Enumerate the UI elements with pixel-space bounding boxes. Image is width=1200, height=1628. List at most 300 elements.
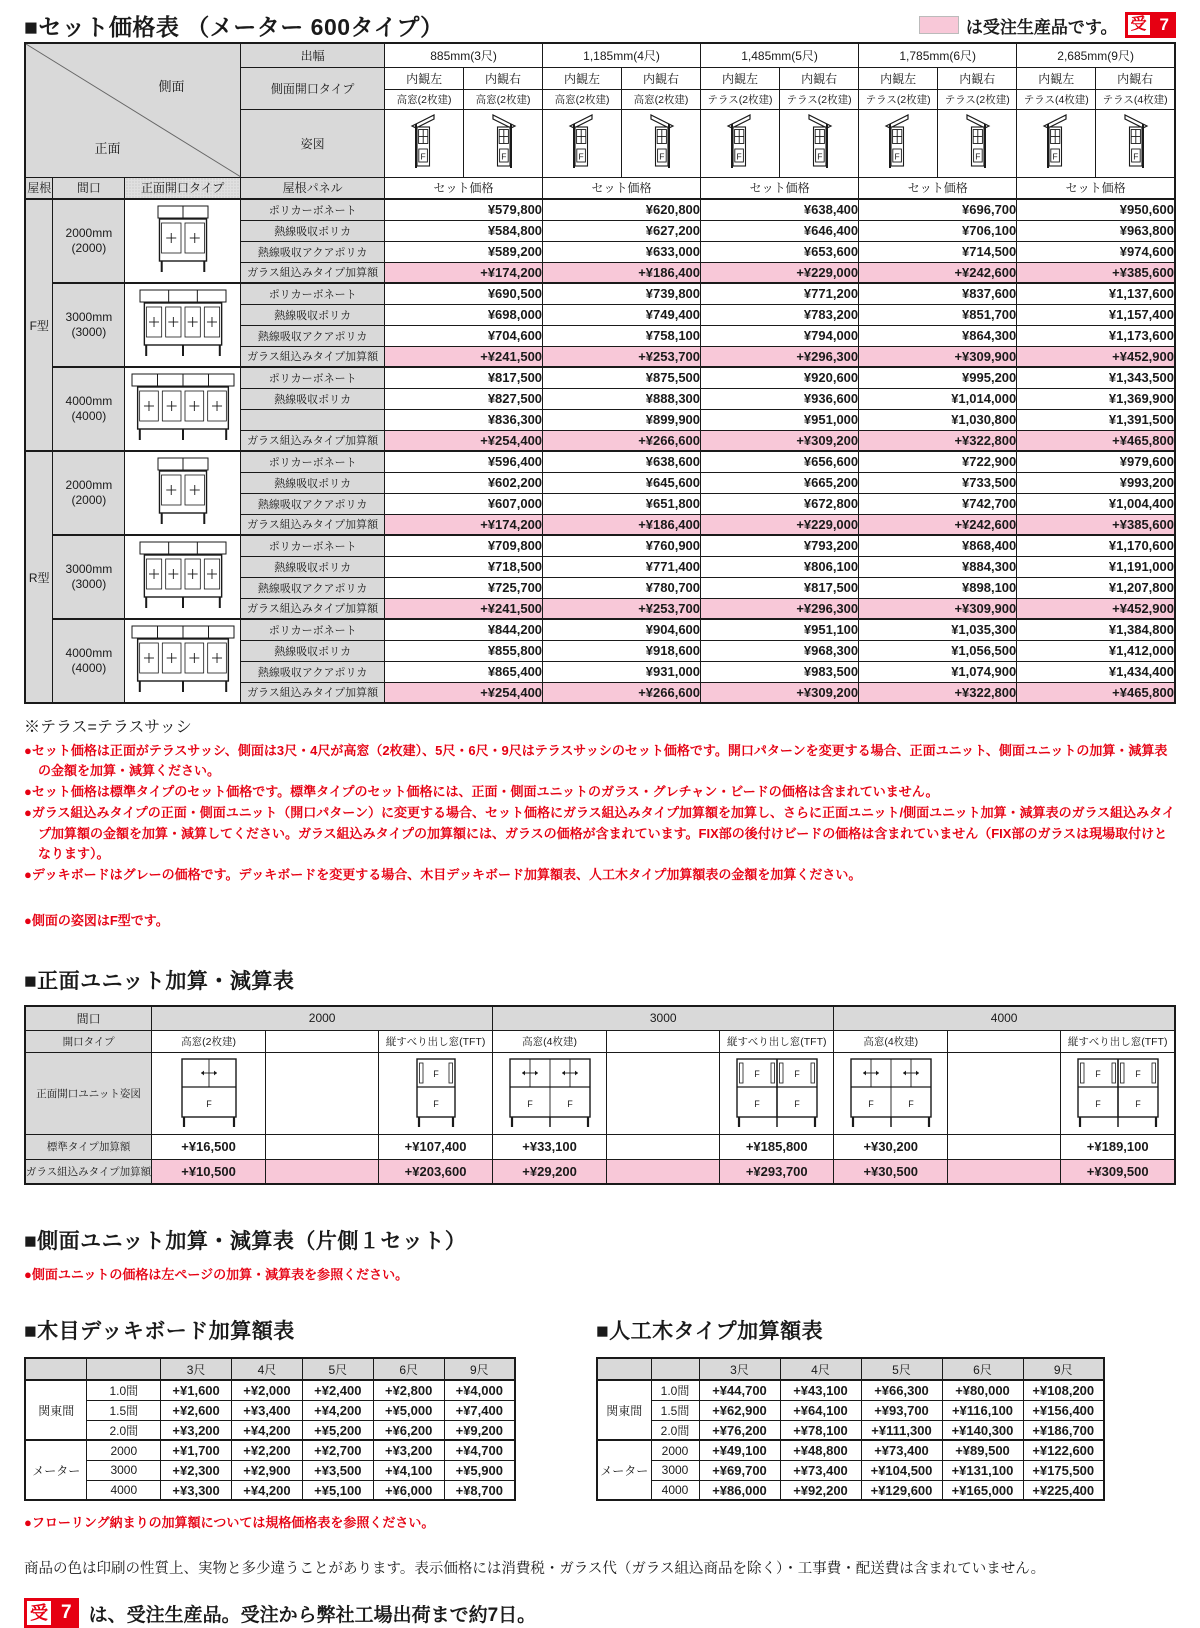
- price-cell: ¥806,100: [701, 556, 859, 577]
- span-cell: [53, 367, 125, 451]
- diagonal-line: [26, 44, 240, 177]
- open-type-cell: 縦すべり出し窓(TFT): [1061, 1030, 1175, 1052]
- front-figure-cell: [125, 619, 241, 703]
- add-price-cell: +¥2,700: [302, 1440, 373, 1460]
- add-price-cell: +¥2,200: [232, 1440, 303, 1460]
- price-cell: ¥995,200: [859, 367, 1017, 388]
- panel-label: ガラス組込みタイプ加算額: [241, 514, 385, 535]
- unit-figure-hw4: [506, 1053, 594, 1129]
- standard-add-value: +¥30,200: [834, 1134, 948, 1159]
- price-cell: ¥627,200: [543, 220, 701, 241]
- roof-type-cell: F型: [25, 199, 53, 451]
- view-header: 内観左: [1017, 67, 1096, 89]
- artificial-wood-heading: ■人工木タイプ加算額表: [596, 1320, 824, 1344]
- front-unit-heading: ■正面ユニット加算・減算表: [24, 970, 295, 994]
- price-cell: ¥963,800: [1017, 220, 1175, 241]
- add-price-cell: +¥78,100: [780, 1420, 861, 1440]
- price-cell: +¥465,800: [1017, 682, 1175, 703]
- span-cell: [53, 451, 125, 535]
- svg-text:F: F: [1052, 151, 1058, 161]
- side-figure-cell: [543, 109, 622, 177]
- size-col-header: 4尺: [780, 1358, 861, 1380]
- price-cell: ¥579,800: [385, 199, 543, 220]
- wood-deck-heading: ■木目デッキボード加算額表: [24, 1320, 295, 1344]
- svg-text:F: F: [566, 1098, 573, 1109]
- span-group-header: 4000: [834, 1006, 1175, 1030]
- side-view-figure: [964, 112, 990, 170]
- price-cell: ¥898,100: [859, 577, 1017, 598]
- price-cell: ¥827,500: [385, 388, 543, 409]
- price-cell: ¥1,412,000: [1017, 640, 1175, 661]
- add-price-cell: +¥4,200: [302, 1400, 373, 1420]
- price-cell: ¥771,400: [543, 556, 701, 577]
- panel-label: 熱線吸収ポリカ: [241, 304, 385, 325]
- svg-text:F: F: [1133, 151, 1139, 161]
- price-cell: ¥884,300: [859, 556, 1017, 577]
- svg-text:F: F: [1094, 1098, 1101, 1109]
- order-badge: [1125, 12, 1176, 38]
- price-cell: ¥638,400: [701, 199, 859, 220]
- unit-figure-cell: [152, 1052, 266, 1134]
- unit-figure-tft2: [413, 1053, 459, 1129]
- price-cell: ¥855,800: [385, 640, 543, 661]
- add-price-cell: +¥4,200: [232, 1480, 303, 1500]
- panel-label: ポリカーボネート: [241, 283, 385, 304]
- price-cell: ¥1,035,300: [859, 619, 1017, 640]
- side-figure-cell: [464, 109, 543, 177]
- price-cell: ¥865,400: [385, 661, 543, 682]
- add-price-cell: +¥49,100: [699, 1440, 780, 1460]
- add-price-cell: +¥76,200: [699, 1420, 780, 1440]
- open-type-cell: 高窓(4枚建): [834, 1030, 948, 1052]
- add-price-cell: +¥5,900: [444, 1460, 515, 1480]
- price-row: [25, 367, 1175, 388]
- unit-figure-cell: [379, 1052, 493, 1134]
- price-cell: ¥783,200: [701, 304, 859, 325]
- sash-type-header: テラス(2枚建): [780, 89, 859, 109]
- figure-label: 姿図: [241, 109, 385, 177]
- open-type-cell: [265, 1030, 378, 1052]
- panel-label: ガラス組込みタイプ加算額: [241, 430, 385, 451]
- terrace-note: ※テラス=テラスサッシ: [24, 719, 192, 736]
- span-size: 2000mm: [65, 478, 113, 492]
- add-price-cell: +¥122,600: [1023, 1440, 1104, 1460]
- glass-add-value: [607, 1159, 720, 1184]
- price-cell: ¥951,100: [701, 619, 859, 640]
- front-unit-table-container: [24, 1005, 1176, 1185]
- add-price-cell: +¥48,800: [780, 1440, 861, 1460]
- deck-row: [25, 1420, 515, 1440]
- footer-badge-note: は、受注生産品。受注から弊社工場出荷まで約7日。: [88, 1604, 537, 1626]
- price-cell: ¥1,170,600: [1017, 535, 1175, 556]
- panel-label: 熱線吸収ポリカ: [241, 556, 385, 577]
- add-price-cell: +¥8,700: [444, 1480, 515, 1500]
- front-open-type-label: 正面開口タイプ: [125, 177, 241, 199]
- price-cell: ¥633,000: [543, 241, 701, 262]
- price-cell: ¥651,800: [543, 493, 701, 514]
- add-price-cell: +¥80,000: [942, 1380, 1023, 1400]
- add-price-cell: +¥104,500: [861, 1460, 942, 1480]
- price-cell: ¥602,200: [385, 472, 543, 493]
- side-view-figure: [648, 112, 674, 170]
- span-size-cell: 2.0間: [87, 1420, 161, 1440]
- deck-header-row: [25, 1358, 515, 1380]
- price-cell: ¥690,500: [385, 283, 543, 304]
- price-cell: ¥1,434,400: [1017, 661, 1175, 682]
- deck-row: [25, 1380, 515, 1400]
- set-price-label: セット価格: [1017, 177, 1175, 199]
- panel-label: ガラス組込みタイプ加算額: [241, 682, 385, 703]
- add-price-cell: +¥1,600: [161, 1380, 232, 1400]
- add-price-cell: +¥129,600: [861, 1480, 942, 1500]
- add-price-cell: +¥2,600: [161, 1400, 232, 1420]
- span-cell: [53, 199, 125, 283]
- price-cell: ¥983,500: [701, 661, 859, 682]
- panel-label: 熱線吸収ポリカ: [241, 472, 385, 493]
- set-price-table: [24, 42, 1176, 704]
- svg-text:F: F: [754, 1098, 760, 1109]
- page-title: ■セット価格表 （メーター 600タイプ）: [24, 13, 444, 40]
- artificial-wood-column: [596, 1315, 1105, 1501]
- roof-type-cell: R型: [25, 451, 53, 703]
- span-size-cell: 3000: [651, 1460, 699, 1480]
- glass-add-value: +¥309,500: [1061, 1159, 1175, 1184]
- standard-add-value: +¥189,100: [1061, 1134, 1175, 1159]
- side-view-figure: [885, 112, 911, 170]
- pink-swatch: [919, 16, 959, 34]
- add-price-cell: +¥2,300: [161, 1460, 232, 1480]
- sash-type-header: 高窓(2枚建): [464, 89, 543, 109]
- panel-label: ポリカーボネート: [241, 619, 385, 640]
- depth-label: 出幅: [241, 43, 385, 67]
- span-size-sub: (4000): [71, 409, 107, 423]
- span-cell: [53, 283, 125, 367]
- price-cell: +¥229,000: [701, 262, 859, 283]
- view-header: 内観左: [859, 67, 938, 89]
- span-size-cell: 2.0間: [651, 1420, 699, 1440]
- size-col-header: 4尺: [232, 1358, 303, 1380]
- glass-add-value: [948, 1159, 1061, 1184]
- price-cell: ¥696,700: [859, 199, 1017, 220]
- front-view-figure: [155, 454, 211, 528]
- span-size-cell: 4000: [87, 1480, 161, 1500]
- open-type-cell: 高窓(4枚建): [493, 1030, 607, 1052]
- glass-add-value: +¥293,700: [720, 1159, 834, 1184]
- front-figure-cell: [125, 535, 241, 619]
- add-price-cell: +¥44,700: [699, 1380, 780, 1400]
- price-row: [25, 535, 1175, 556]
- side-figure-note: ●側面の姿図はF型です。: [24, 912, 169, 928]
- price-cell: ¥837,600: [859, 283, 1017, 304]
- size-col-header: 5尺: [861, 1358, 942, 1380]
- span-cell: [53, 619, 125, 703]
- header-row-width: [25, 43, 1175, 67]
- module-group-cell: メーター: [25, 1440, 87, 1500]
- blank-header-cell: [651, 1358, 699, 1380]
- width-header: 885mm(3尺): [385, 43, 543, 67]
- sash-type-header: 高窓(2枚建): [622, 89, 701, 109]
- glass-add-value: [265, 1159, 378, 1184]
- side-view-figure: [806, 112, 832, 170]
- price-cell: +¥254,400: [385, 430, 543, 451]
- panel-label: 熱線吸収アクアポリカ: [241, 577, 385, 598]
- wood-deck-table-container: [24, 1357, 516, 1501]
- panel-label: 熱線吸収アクアポリカ: [241, 493, 385, 514]
- svg-text:F: F: [754, 1068, 760, 1079]
- span-size-sub: (2000): [71, 493, 107, 507]
- span-size-sub: (3000): [71, 325, 107, 339]
- width-header: 1,185mm(4尺): [543, 43, 701, 67]
- svg-text:F: F: [894, 151, 900, 161]
- add-price-cell: +¥140,300: [942, 1420, 1023, 1440]
- panel-label: ポリカーボネート: [241, 535, 385, 556]
- deck-row: [597, 1460, 1104, 1480]
- view-header: 内観右: [1096, 67, 1175, 89]
- add-price-cell: +¥5,200: [302, 1420, 373, 1440]
- add-price-cell: +¥186,700: [1023, 1420, 1104, 1440]
- price-cell: ¥918,600: [543, 640, 701, 661]
- price-cell: ¥1,137,600: [1017, 283, 1175, 304]
- add-price-cell: +¥4,000: [444, 1380, 515, 1400]
- price-cell: ¥1,157,400: [1017, 304, 1175, 325]
- made-to-order-legend: [919, 12, 1176, 38]
- add-price-cell: +¥69,700: [699, 1460, 780, 1480]
- standard-add-row: [25, 1134, 1175, 1159]
- front-figure-row: [25, 1052, 1175, 1134]
- span-size-cell: 4000: [651, 1480, 699, 1500]
- price-cell: +¥309,900: [859, 598, 1017, 619]
- span-size-cell: 1.0間: [651, 1380, 699, 1400]
- svg-text:F: F: [908, 1098, 914, 1109]
- side-view-figure: [411, 112, 437, 170]
- price-cell: +¥174,200: [385, 514, 543, 535]
- panel-label: 熱線吸収アクアポリカ: [241, 241, 385, 262]
- panel-label: 熱線吸収ポリカ: [241, 220, 385, 241]
- price-cell: ¥1,343,500: [1017, 367, 1175, 388]
- order-badge-left: 受: [24, 1598, 54, 1628]
- price-cell: ¥974,600: [1017, 241, 1175, 262]
- price-cell: ¥725,700: [385, 577, 543, 598]
- price-cell: ¥1,056,500: [859, 640, 1017, 661]
- price-cell: +¥322,800: [859, 682, 1017, 703]
- add-price-cell: +¥92,200: [780, 1480, 861, 1500]
- price-cell: ¥1,014,000: [859, 388, 1017, 409]
- price-cell: +¥253,700: [543, 598, 701, 619]
- set-price-table-container: [24, 42, 1176, 704]
- open-type-cell: [948, 1030, 1061, 1052]
- price-row: [25, 283, 1175, 304]
- price-cell: ¥920,600: [701, 367, 859, 388]
- add-price-cell: +¥2,900: [232, 1460, 303, 1480]
- unit-figure-label: 正面開口ユニット姿図: [25, 1052, 152, 1134]
- unit-figure-cell: [948, 1052, 1061, 1134]
- add-price-cell: +¥1,700: [161, 1440, 232, 1460]
- price-cell: ¥864,300: [859, 325, 1017, 346]
- add-price-cell: +¥3,200: [373, 1440, 444, 1460]
- span-size-cell: 1.5間: [87, 1400, 161, 1420]
- unit-figure-cell: [834, 1052, 948, 1134]
- add-price-cell: +¥175,500: [1023, 1460, 1104, 1480]
- price-cell: +¥296,300: [701, 346, 859, 367]
- order-badge-left: 受: [1125, 12, 1153, 38]
- add-price-cell: +¥6,200: [373, 1420, 444, 1440]
- span-group-header: 2000: [152, 1006, 493, 1030]
- view-header: 内観右: [938, 67, 1017, 89]
- sash-type-header: テラス(2枚建): [701, 89, 780, 109]
- set-price-label: セット価格: [543, 177, 701, 199]
- deck-tables-row: [24, 1315, 1176, 1501]
- svg-text:F: F: [975, 151, 981, 161]
- open-type-cell: 縦すべり出し窓(TFT): [720, 1030, 834, 1052]
- add-price-cell: +¥116,100: [942, 1400, 1023, 1420]
- price-cell: ¥793,200: [701, 535, 859, 556]
- price-cell: +¥241,500: [385, 346, 543, 367]
- price-cell: ¥1,030,800: [859, 409, 1017, 430]
- price-cell: ¥868,400: [859, 535, 1017, 556]
- standard-add-value: [607, 1134, 720, 1159]
- standard-add-value: [265, 1134, 378, 1159]
- panel-label: ガラス組込みタイプ加算額: [241, 346, 385, 367]
- side-figure-cell: [622, 109, 701, 177]
- size-col-header: 9尺: [1023, 1358, 1104, 1380]
- price-cell: ¥1,191,000: [1017, 556, 1175, 577]
- price-cell: +¥385,600: [1017, 262, 1175, 283]
- svg-text:F: F: [1094, 1068, 1101, 1079]
- side-unit-heading: ■側面ユニット加算・減算表（片側１セット）: [24, 1230, 467, 1254]
- price-cell: +¥309,900: [859, 346, 1017, 367]
- panel-label: [241, 409, 385, 430]
- add-price-cell: +¥165,000: [942, 1480, 1023, 1500]
- side-view-figure: [727, 112, 753, 170]
- price-cell: ¥714,500: [859, 241, 1017, 262]
- price-cell: ¥742,700: [859, 493, 1017, 514]
- width-header: 1,485mm(5尺): [701, 43, 859, 67]
- price-cell: ¥771,200: [701, 283, 859, 304]
- unit-figure-hw2: [178, 1053, 240, 1129]
- module-group-cell: メーター: [597, 1440, 651, 1500]
- unit-figure-cell: [493, 1052, 607, 1134]
- svg-text:F: F: [432, 1068, 439, 1079]
- unit-figure-tftw: [733, 1053, 821, 1129]
- open-type-label: 開口タイプ: [25, 1030, 152, 1052]
- deck-row: [25, 1480, 515, 1500]
- price-cell: +¥242,600: [859, 514, 1017, 535]
- front-header-span: [25, 1006, 1175, 1030]
- price-cell: ¥1,384,800: [1017, 619, 1175, 640]
- glass-add-value: +¥29,200: [493, 1159, 607, 1184]
- add-price-cell: +¥2,000: [232, 1380, 303, 1400]
- deck-row: [597, 1420, 1104, 1440]
- unit-figure-cell: [1061, 1052, 1175, 1134]
- artificial-wood-table-container: [596, 1357, 1105, 1501]
- add-price-cell: +¥43,100: [780, 1380, 861, 1400]
- add-price-cell: +¥4,700: [444, 1440, 515, 1460]
- deck-header-row: [597, 1358, 1104, 1380]
- size-col-header: 9尺: [444, 1358, 515, 1380]
- svg-text:F: F: [205, 1098, 212, 1109]
- svg-text:F: F: [736, 151, 742, 161]
- set-price-label: セット価格: [701, 177, 859, 199]
- unit-figure-cell: [265, 1052, 378, 1134]
- glass-add-value: +¥30,500: [834, 1159, 948, 1184]
- corner-label-front: 正面: [94, 140, 121, 156]
- price-cell: ¥1,004,400: [1017, 493, 1175, 514]
- add-price-cell: +¥3,200: [161, 1420, 232, 1440]
- span-size-sub: (4000): [71, 661, 107, 675]
- corner-label-side: 側面: [158, 78, 185, 94]
- price-cell: ¥698,000: [385, 304, 543, 325]
- front-figure-cell: [125, 367, 241, 451]
- module-group-cell: 関東間: [597, 1380, 651, 1440]
- deck-row: [25, 1440, 515, 1460]
- view-header: 内観右: [464, 67, 543, 89]
- svg-text:F: F: [794, 1068, 800, 1079]
- price-cell: ¥749,400: [543, 304, 701, 325]
- price-cell: ¥817,500: [701, 577, 859, 598]
- add-price-cell: +¥3,500: [302, 1460, 373, 1480]
- sash-type-header: テラス(2枚建): [859, 89, 938, 109]
- span-label: 間口: [25, 1006, 152, 1030]
- price-cell: ¥638,600: [543, 451, 701, 472]
- sash-type-header: テラス(4枚建): [1017, 89, 1096, 109]
- page-header: [24, 8, 1176, 42]
- price-cell: ¥875,500: [543, 367, 701, 388]
- size-col-header: 3尺: [161, 1358, 232, 1380]
- sash-type-header: 高窓(2枚建): [543, 89, 622, 109]
- span-group-header: 3000: [493, 1006, 834, 1030]
- price-cell: ¥607,000: [385, 493, 543, 514]
- price-cell: ¥653,600: [701, 241, 859, 262]
- order-badge-right: 7: [54, 1598, 79, 1628]
- add-price-cell: +¥3,400: [232, 1400, 303, 1420]
- price-row: [25, 199, 1175, 220]
- deck-row: [597, 1440, 1104, 1460]
- price-cell: ¥760,900: [543, 535, 701, 556]
- price-cell: ¥851,700: [859, 304, 1017, 325]
- open-type-cell: 縦すべり出し窓(TFT): [379, 1030, 493, 1052]
- price-cell: +¥322,800: [859, 430, 1017, 451]
- view-header: 内観左: [543, 67, 622, 89]
- price-cell: ¥968,300: [701, 640, 859, 661]
- note-bullet: ●セット価格は標準タイプのセット価格です。標準タイプのセット価格には、正面・側面ユニットのガラス・グレチャン・ビードの価格は含まれていません。: [24, 784, 939, 800]
- panel-label: ポリカーボネート: [241, 451, 385, 472]
- open-type-cell: 高窓(2枚建): [152, 1030, 266, 1052]
- view-header: 内観左: [385, 67, 464, 89]
- svg-text:F: F: [578, 151, 584, 161]
- front-view-figure: [137, 286, 229, 360]
- glass-add-value: +¥10,500: [152, 1159, 266, 1184]
- price-cell: +¥174,200: [385, 262, 543, 283]
- price-cell: +¥266,600: [543, 430, 701, 451]
- front-figure-cell: [125, 451, 241, 535]
- price-cell: ¥584,800: [385, 220, 543, 241]
- price-cell: +¥186,400: [543, 262, 701, 283]
- price-cell: ¥596,400: [385, 451, 543, 472]
- side-open-type-label: 側面開口タイプ: [241, 67, 385, 109]
- blank-header-cell: [597, 1358, 651, 1380]
- span-size-sub: (3000): [71, 577, 107, 591]
- svg-text:F: F: [526, 1098, 533, 1109]
- set-price-label: セット価格: [859, 177, 1017, 199]
- panel-label: 熱線吸収ポリカ: [241, 640, 385, 661]
- add-price-cell: +¥73,400: [861, 1440, 942, 1460]
- svg-text:F: F: [794, 1098, 800, 1109]
- price-cell: +¥309,200: [701, 430, 859, 451]
- add-price-cell: +¥225,400: [1023, 1480, 1104, 1500]
- open-type-cell: [607, 1030, 720, 1052]
- price-cell: +¥186,400: [543, 514, 701, 535]
- price-cell: ¥844,200: [385, 619, 543, 640]
